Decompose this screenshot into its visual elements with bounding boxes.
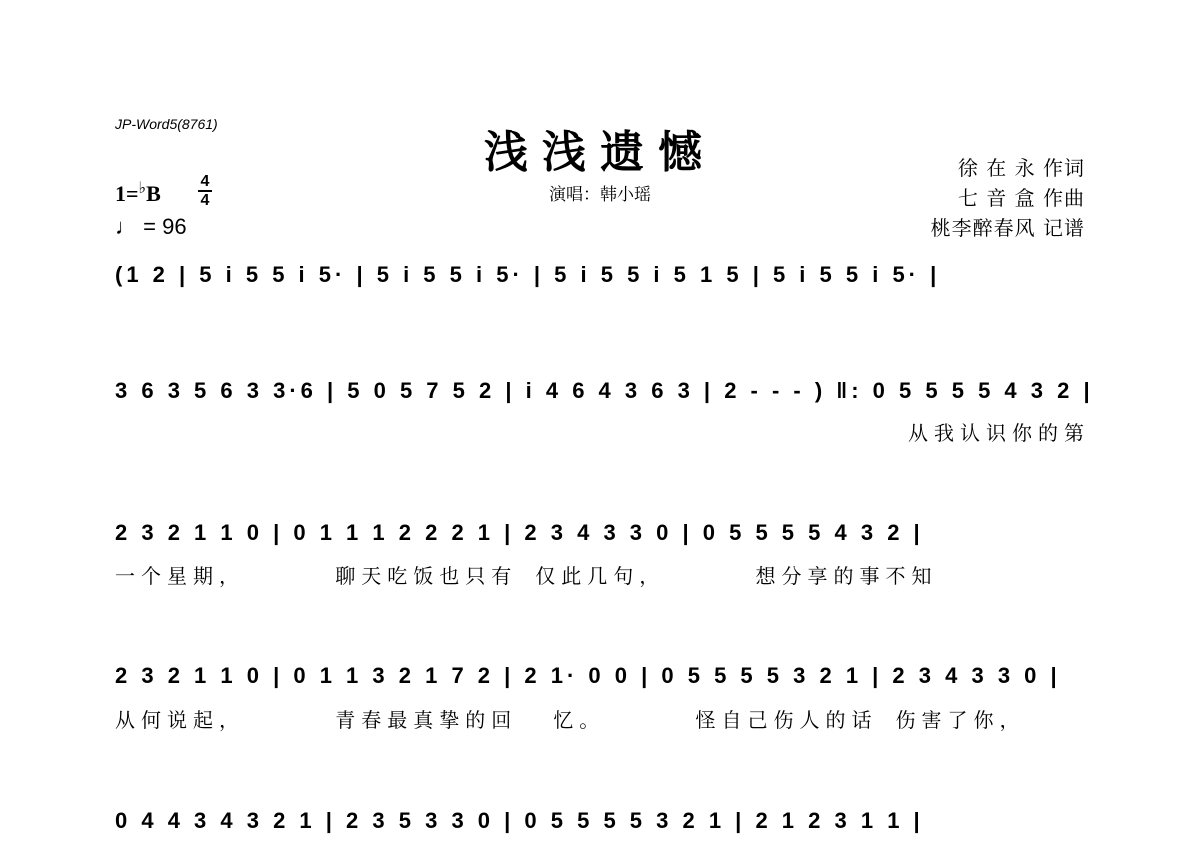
singer-credit: 演唱：韩小瑶	[549, 185, 651, 204]
notation-line-4	[115, 663, 1090, 703]
tempo-value: = 96	[143, 214, 187, 239]
flat-icon: ♭	[138, 180, 147, 197]
time-top: 4	[200, 173, 210, 190]
lyric-line-4: 从何说起， 青春最真挚的回 忆。 怪自己伤人的话 伤害了你，	[115, 708, 1026, 732]
software-label: JP-Word5(8761)	[115, 116, 218, 132]
key-signature	[115, 178, 161, 207]
tempo-marking	[115, 214, 187, 240]
lyric-line-2: 从我认识你的第	[908, 421, 1090, 445]
notation-text-4: 2 3 2 1 1 0 | 0 1 1 3 2 1 7 2 | 2 1· 0 0 | 0 5 5 5 5 3 2 1 | 2 3 4 3 3 0 |	[115, 663, 1061, 688]
lyric-line-3: 一个星期， 聊天吃饭也只有 仅此几句， 想分享的事不知	[115, 564, 938, 588]
time-bottom: 4	[200, 192, 210, 209]
notation-text-3: 2 3 2 1 1 0 | 0 1 1 1 2 2 2 1 | 2 3 4 3 3 0 | 0 5 5 5 5 4 3 2 |	[115, 520, 924, 545]
composer-credit: 七 音 盒 作曲	[957, 186, 1085, 210]
quarter-note-icon: ♩	[115, 214, 137, 239]
notation-line-3	[115, 520, 1090, 560]
notation-text-2: 3 6 3 5 6 3 3·6 | 5 0 5 7 5 2 | i 4 6 4 3 6 3 | 2 - - - ) ‖: 0 5 5 5 5 4 3 2 |	[115, 378, 1094, 403]
key-prefix: 1=	[115, 181, 139, 206]
notation-text-1: (1 2 | 5 i 5 5 i 5· | 5 i 5 5 i 5· | 5 i 5 5 i 5 1 5 | 5 i 5 5 i 5· |	[115, 262, 941, 287]
notation-line-1	[115, 262, 1090, 302]
transcriber-credit: 桃李醉春风 记谱	[930, 216, 1085, 240]
notation-line-2	[115, 378, 1094, 418]
notation-text-5: 0 4 4 3 4 3 2 1 | 2 3 5 3 3 0 | 0 5 5 5 5 3 2 1 | 2 1 2 3 1 1 |	[115, 808, 924, 833]
song-title: 浅浅遗憾	[484, 127, 716, 178]
notation-line-5	[115, 808, 1090, 848]
key-note: B	[146, 181, 161, 206]
lyricist-credit: 徐 在 永 作词	[957, 156, 1085, 180]
time-signature	[198, 174, 212, 208]
